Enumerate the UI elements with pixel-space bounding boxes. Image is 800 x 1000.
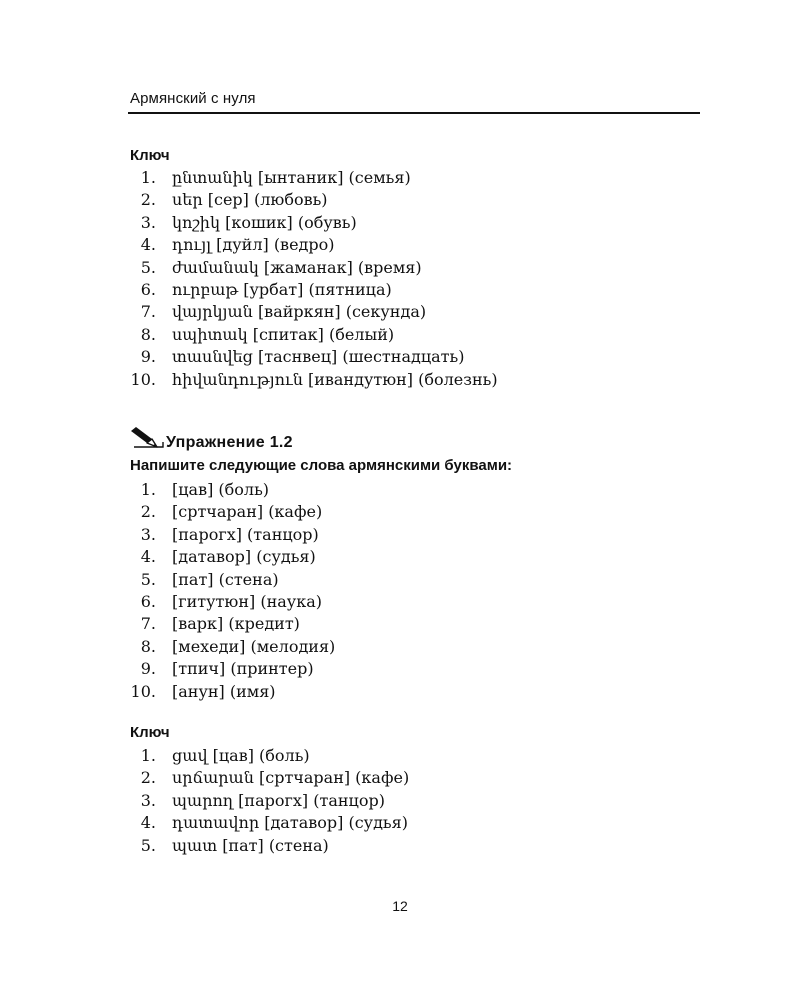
item-number: 8.: [140, 636, 156, 656]
item-number: 3.: [140, 790, 156, 810]
item-number: 7.: [140, 614, 156, 634]
item-text: [цав] (боль): [172, 480, 270, 499]
exercise-title: [130, 424, 293, 452]
item-number: 2.: [140, 190, 156, 210]
list-item: [130, 279, 498, 301]
item-number: 9.: [140, 659, 156, 679]
item-text: սրճարան [сртчаран] (кафе): [172, 768, 410, 788]
item-number: 4.: [140, 547, 156, 567]
item-number: 6.: [140, 591, 156, 611]
item-number: 10.: [130, 681, 156, 701]
list-item: [130, 790, 409, 812]
item-text: պարող [парогх] (танцор): [172, 790, 385, 810]
key-heading-2: Ключ: [130, 724, 170, 741]
exercise-list: [130, 479, 335, 703]
list-item: [130, 681, 335, 703]
item-text: վայրկյան [вайркян] (секунда): [172, 302, 427, 322]
item-text: [тпич] (принтер): [172, 659, 314, 679]
item-number: 3.: [140, 524, 156, 544]
item-text: ուրբաթ [урбат] (пятница): [172, 279, 392, 299]
list-item: [130, 745, 409, 767]
item-text: պատ [пат] (стена): [172, 835, 329, 855]
item-text: դույլ [дуйл] (ведро): [172, 235, 335, 255]
item-text: հիվանդություն [ивандутюн] (болезнь): [172, 369, 498, 389]
item-text: [гитутюн] (наука): [172, 591, 322, 611]
item-text: [датавор] (судья): [172, 547, 316, 567]
item-text: [мехеди] (мелодия): [172, 636, 336, 656]
item-text: կոշիկ [кошик] (обувь): [172, 212, 357, 232]
key-heading-1: Ключ: [130, 147, 170, 164]
list-item: [130, 591, 335, 613]
item-number: 1.: [140, 746, 156, 765]
exercise-title-text: Упражнение 1.2: [166, 434, 293, 451]
list-item: [130, 234, 498, 256]
item-text: դատավոր [датавор] (судья): [172, 813, 408, 833]
item-number: 9.: [140, 347, 156, 367]
item-text: [варк] (кредит): [172, 614, 300, 634]
item-number: 3.: [140, 212, 156, 232]
item-text: [анун] (имя): [172, 681, 276, 701]
header-rule: [128, 112, 700, 114]
exercise-instruction: Напишите следующие слова армянскими буквами:: [130, 457, 513, 474]
item-number: 2.: [140, 502, 156, 522]
list-item: [130, 636, 335, 658]
item-number: 4.: [140, 235, 156, 255]
item-number: 5.: [140, 569, 156, 589]
list-item: [130, 301, 498, 323]
list-item: [130, 167, 498, 189]
item-number: 7.: [140, 302, 156, 322]
key-list-1: [130, 167, 498, 391]
list-item: [130, 257, 498, 279]
item-number: 1.: [140, 168, 156, 187]
item-text: ընտանիկ [ынтаник] (семья): [172, 168, 411, 187]
list-item: [130, 812, 409, 834]
item-text: [сртчаран] (кафе): [172, 502, 323, 522]
list-item: [130, 369, 498, 391]
list-item: [130, 613, 335, 635]
list-item: [130, 658, 335, 680]
item-text: ցավ [цав] (боль): [172, 746, 310, 765]
item-number: 5.: [140, 257, 156, 277]
list-item: [130, 546, 335, 568]
item-number: 4.: [140, 813, 156, 833]
list-item: [130, 189, 498, 211]
running-title: Армянский с нуля: [130, 90, 256, 107]
list-item: [130, 524, 335, 546]
item-number: 2.: [140, 768, 156, 788]
list-item: [130, 212, 498, 234]
item-text: տասնվեց [таснвец] (шестнадцать): [172, 347, 465, 367]
item-number: 1.: [140, 480, 156, 499]
item-number: 10.: [130, 369, 156, 389]
list-item: [130, 324, 498, 346]
item-text: [парогх] (танцор): [172, 524, 319, 544]
list-item: [130, 767, 409, 789]
pencil-writing-icon: [130, 426, 164, 452]
page-number: 12: [392, 898, 408, 914]
item-text: սպիտակ [спитак] (белый): [172, 324, 395, 344]
list-item: [130, 501, 335, 523]
list-item: [130, 835, 409, 857]
item-text: ժամանակ [жаманак] (время): [172, 257, 422, 277]
item-number: 5.: [140, 835, 156, 855]
item-text: [пат] (стена): [172, 569, 279, 589]
item-number: 8.: [140, 324, 156, 344]
item-text: սեր [сер] (любовь): [172, 190, 328, 210]
item-number: 6.: [140, 279, 156, 299]
list-item: [130, 479, 335, 501]
key-list-2: [130, 745, 409, 857]
list-item: [130, 569, 335, 591]
list-item: [130, 346, 498, 368]
